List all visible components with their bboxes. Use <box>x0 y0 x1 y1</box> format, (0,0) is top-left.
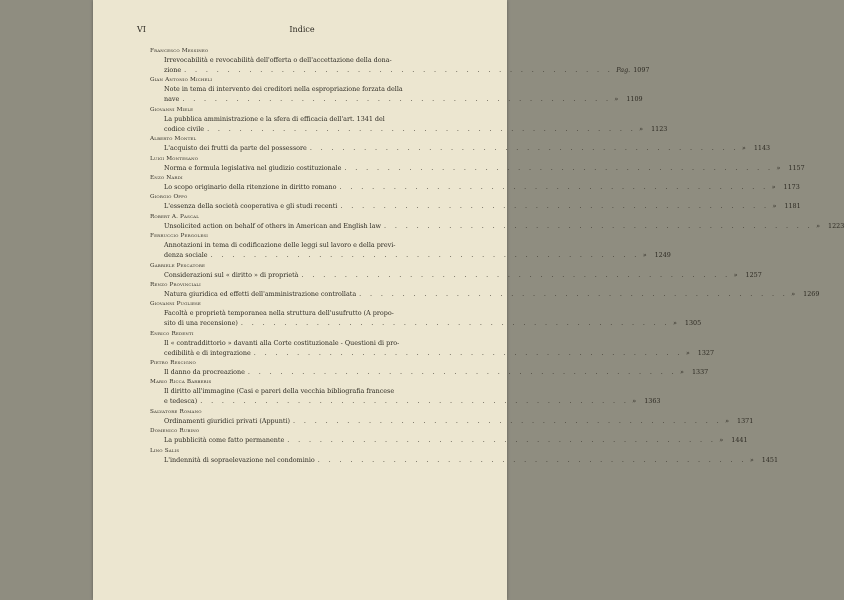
index-entry <box>150 193 801 211</box>
leader-dots: . . . . . . . . . . . . . . . . . . . . . . . . . . . . . . . . . . . . . . . . <box>287 436 717 445</box>
entry-title-line <box>150 348 715 358</box>
entry-title-text: cedibilità e di integrazione <box>164 348 251 357</box>
index-entry <box>150 427 748 445</box>
entry-title-line <box>150 250 671 260</box>
entry-title-text: La pubblicità come fatto permanente <box>164 436 285 445</box>
leader-dots: . . . . . . . . . . . . . . . . . . . . . . . . . . . . . . . . . . . . . . . . <box>210 251 640 260</box>
page-label: » <box>680 368 684 377</box>
page-number-value: 1173 <box>783 182 800 191</box>
page-number-value: 1371 <box>737 416 754 425</box>
page-number-value: 1451 <box>761 455 779 464</box>
entry-title-line <box>150 386 466 396</box>
entry-title-text: sito di una recensione) <box>164 319 238 328</box>
entry-title-line <box>150 201 801 211</box>
entry-author: Domenico Rubino <box>150 428 200 435</box>
entry-page <box>769 182 800 192</box>
page-number-value: 1181 <box>784 202 801 211</box>
entry-title-line <box>150 367 709 377</box>
entry-title-text: Unsolicited action on behalf of others in American and English law <box>164 221 382 230</box>
index-entry <box>150 378 661 406</box>
entry-title-text: Annotazioni in tema di codificazione delle leggi sul lavoro e della previ- <box>164 241 396 250</box>
page-label: Pag. <box>616 66 631 74</box>
entry-title-line <box>150 124 668 134</box>
page-label: » <box>672 319 677 328</box>
entry-author: Gian Antonio Micheli <box>150 77 213 84</box>
page-number: VI <box>137 25 146 34</box>
entry-title-text: zione <box>164 66 182 74</box>
entry-author: Giorgio Oppo <box>150 194 188 201</box>
entry-page <box>813 221 844 231</box>
leader-dots: . . . . . . . . . . . . . . . . . . . . . . . . . . . . . . . . . . . . . . . . <box>292 416 723 425</box>
entry-title-line <box>150 163 805 173</box>
leader-dots: . . . . . . . . . . . . . . . . . . . . . . . . . . . . . . . . . . . . . . . . <box>344 163 774 172</box>
entry-page <box>773 163 804 173</box>
entry-author: Ferruccio Pergolesi <box>150 233 209 240</box>
page-label: » <box>632 397 637 406</box>
entry-author: Lino Salis <box>150 447 180 454</box>
leader-dots: . . . . . . . . . . . . . . . . . . . . . . . . . . . . . . . . . . . . . . . . <box>340 202 770 211</box>
page-number-value: 1337 <box>691 368 709 377</box>
entry-page <box>747 455 778 465</box>
leader-dots: . . . . . . . . . . . . . . . . . . . . . . . . . . . . . . . . . . . . . . . . <box>301 270 731 279</box>
index-entry <box>150 262 762 280</box>
entry-title-text: L'essenza della società cooperativa e gli studi recenti <box>164 202 338 211</box>
leader-dots: . . . . . . . . . . . . . . . . . . . . . . . . . . . . . . . . . . . . . . . . <box>247 368 678 377</box>
entry-author: Renzo Provinciali <box>150 281 201 288</box>
entry-title-line <box>150 114 466 124</box>
page-number-value: 1327 <box>697 348 715 357</box>
entry-page <box>636 124 667 134</box>
entry-author: Salvatore Romano <box>150 408 202 415</box>
page-label: » <box>733 270 738 279</box>
entry-title-line <box>150 240 466 250</box>
leader-dots: . . . . . . . . . . . . . . . . . . . . . . . . . . . . . . . . . . . . . . . . <box>317 455 747 464</box>
entry-title-line <box>150 270 762 280</box>
entry-title-text: Norma e formula legislativa nel giudizio costituzionale <box>164 163 342 172</box>
page-number-value: 1123 <box>651 124 668 133</box>
entry-author: Enzo Nardi <box>150 174 183 181</box>
entry-page <box>716 435 747 445</box>
page-label: » <box>771 182 776 191</box>
entry-title-line <box>150 318 702 328</box>
entry-title-line <box>150 338 466 348</box>
entry-title-text: Facoltà e proprietà temporanea nella struttura dell'usufrutto (A propo- <box>164 309 394 318</box>
entry-page <box>670 318 701 328</box>
entry-title-text: Irrevocabilità e revocabilità dell'offerta o dell'accettazione della dona- <box>164 56 392 64</box>
page-label: » <box>772 202 777 211</box>
entry-title-line <box>150 55 466 65</box>
entry-author: Francesco Messineo <box>150 48 209 54</box>
index-entry <box>150 213 844 231</box>
entry-author: Luigi Montesano <box>150 155 199 162</box>
entry-page <box>731 270 762 280</box>
page-number-value: 1441 <box>731 436 748 445</box>
entry-page <box>722 416 753 426</box>
leader-dots: . . . . . . . . . . . . . . . . . . . . . . . . . . . . . . . . . . . . . . . . <box>207 124 637 133</box>
entry-title-text: La pubblica amministrazione e la sfera di efficacia dell'art. 1341 del <box>164 114 385 123</box>
index-entry <box>150 135 771 153</box>
page-number-value: 1249 <box>654 251 671 260</box>
leader-dots: . . . . . . . . . . . . . . . . . . . . . . . . . . . . . . . . . . . . . . . . <box>359 289 789 298</box>
page-label: » <box>719 436 724 445</box>
leader-dots: . . . . . . . . . . . . . . . . . . . . . . . . . . . . . . . . . . . . . . . . <box>200 397 630 406</box>
entry-author: Enrico Redenti <box>150 330 194 337</box>
leader-dots: . . . . . . . . . . . . . . . . . . . . . . . . . . . . . . . . . . . . . . . . <box>384 221 814 230</box>
leader-dots: . . . . . . . . . . . . . . . . . . . . . . . . . . . . . . . . . . . . . . . . <box>309 144 739 153</box>
entry-title-line <box>150 455 779 465</box>
page-label: » <box>791 289 796 298</box>
entry-title-line <box>150 94 643 104</box>
entry-title-text: L'acquisto dei frutti da parte del possessore <box>164 144 307 153</box>
page-label: » <box>816 221 821 230</box>
index-entry <box>150 408 754 426</box>
entry-page <box>611 94 642 104</box>
page-label: » <box>776 163 781 172</box>
leader-dots: . . . . . . . . . . . . . . . . . . . . . . . . . . . . . . . . . . . . . . . . <box>182 95 612 104</box>
entry-author: Giovanni Miele <box>150 106 194 113</box>
page-number-value: 1157 <box>788 163 805 172</box>
entry-title-line <box>150 84 466 94</box>
entry-page <box>788 289 819 299</box>
entry-title-line <box>150 182 800 192</box>
entry-title-text: Il danno da procreazione <box>164 368 245 377</box>
page-number-value: 1097 <box>633 66 650 74</box>
page-number-value: 1223 <box>828 221 844 230</box>
index-entry <box>150 359 709 377</box>
entry-title-text: Lo scopo originario della ritenzione in diritto romano <box>164 182 337 191</box>
page-label: » <box>614 95 619 104</box>
entry-title-line <box>150 221 844 231</box>
index-entries <box>150 47 844 466</box>
entry-page <box>613 65 649 75</box>
leader-dots: . . . . . . . . . . . . . . . . . . . . . . . . . . . . . . . . . . . . . . . . <box>240 319 670 328</box>
index-entry <box>150 47 650 75</box>
index-entry <box>150 174 800 192</box>
entry-title-text: Il « contraddittorio » davanti alla Corte costituzionale - Questioni di pro- <box>164 338 400 347</box>
index-entry <box>150 76 643 104</box>
entry-page <box>769 201 800 211</box>
leader-dots: . . . . . . . . . . . . . . . . . . . . . . . . . . . . . . . . . . . . . . . . <box>253 348 683 357</box>
entry-title-text: Il diritto all'immagine (Casi e pareri della vecchia bibliografia francese <box>164 387 395 396</box>
page-label: » <box>685 348 690 357</box>
entry-author: Robert A. Pascal <box>150 213 200 220</box>
entry-page <box>640 250 671 260</box>
index-entry <box>150 330 715 358</box>
entry-title-text: Ordinamenti giuridici privati (Appunti) <box>164 416 290 425</box>
index-entry <box>150 155 805 173</box>
entry-page <box>739 143 770 153</box>
entry-title-text: L'indennità di sopraelevazione nel condominio <box>164 455 315 464</box>
index-entry <box>150 300 702 328</box>
entry-author: Gabriele Pescatore <box>150 262 206 269</box>
page-number-value: 1109 <box>626 95 643 104</box>
leader-dots: . . . . . . . . . . . . . . . . . . . . . . . . . . . . . . . . . . . . . . . . <box>184 66 614 74</box>
entry-title-line <box>150 65 650 75</box>
index-entry <box>150 106 668 134</box>
index-entry <box>150 447 779 465</box>
entry-title-text: Note in tema di intervento dei creditori nella espropriazione forzata della <box>164 85 403 94</box>
page-number-value: 1269 <box>803 289 820 298</box>
index-entry <box>150 281 820 299</box>
page-number-value: 1363 <box>644 397 661 406</box>
entry-title-text: codice civile <box>164 124 205 133</box>
entry-page <box>629 396 660 406</box>
entry-author: Alberto Montel <box>150 136 197 143</box>
leader-dots: . . . . . . . . . . . . . . . . . . . . . . . . . . . . . . . . . . . . . . . . <box>339 182 769 191</box>
entry-title-text: nave <box>164 95 180 104</box>
page-label: » <box>725 416 729 425</box>
page-number-value: 1305 <box>684 319 702 328</box>
entry-title-line <box>150 416 754 426</box>
page-label: » <box>639 124 644 133</box>
entry-title-line <box>150 308 466 318</box>
entry-title-text: e tedesca) <box>164 397 198 406</box>
entry-title-line <box>150 289 820 299</box>
entry-page <box>677 367 708 377</box>
entry-title-line <box>150 143 771 153</box>
page-label: » <box>642 251 647 260</box>
entry-title-line <box>150 435 748 445</box>
page-number-value: 1143 <box>753 144 771 153</box>
entry-title-text: Natura giuridica ed effetti dell'amministrazione controllata <box>164 289 357 298</box>
index-entry <box>150 232 671 260</box>
entry-page <box>683 348 714 358</box>
entry-author: Giovanni Pugliese <box>150 301 201 308</box>
entry-title-text: Considerazioni sul « diritto » di proprietà <box>164 270 299 279</box>
entry-author: Pietro Rescigno <box>150 360 196 367</box>
entry-author: Mario Ricca Barberis <box>150 379 212 386</box>
entry-title-line <box>150 396 661 406</box>
page-label: » <box>749 455 754 464</box>
entry-title-text: denza sociale <box>164 251 208 260</box>
page-number-value: 1257 <box>745 270 762 279</box>
page-header <box>137 25 467 39</box>
page-title: Indice <box>289 25 315 34</box>
page-label: » <box>741 144 746 153</box>
book-page <box>93 0 844 600</box>
